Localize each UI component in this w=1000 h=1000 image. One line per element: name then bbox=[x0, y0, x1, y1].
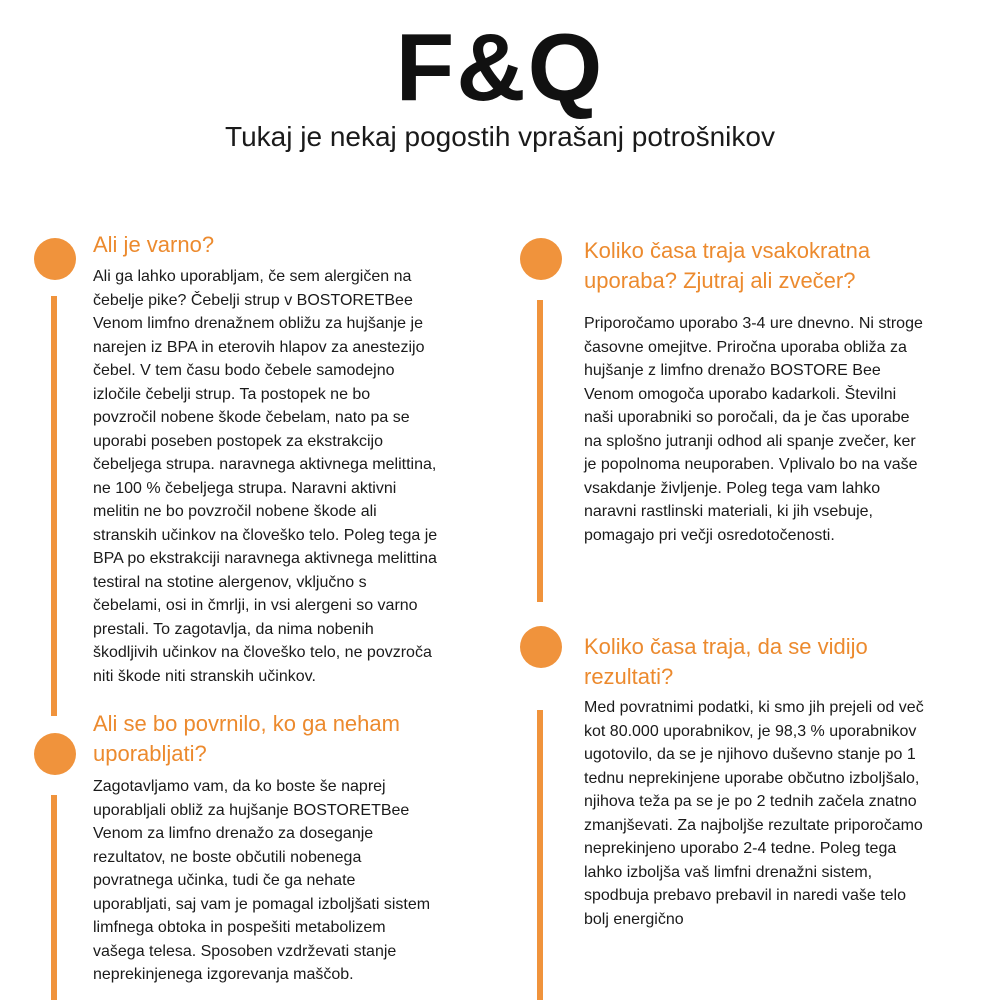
page-subtitle: Tukaj je nekaj pogostih vprašanj potrošnikov bbox=[225, 121, 775, 152]
faq-answer: Med povratnimi podatki, ki smo jih prejeli od več kot 80.000 uporabnikov, je 98,3 % uporabnikov ugotovilo, da se je njihovo duševno stanje po 1 tednu neprekinjene uporabe občutno izboljšalo, njihova teža pa se je po 2 tednih začela znatno zmanjševati. Za najboljše rezultate priporočamo neprekinjeno uporabo 2-4 tedne. Poleg tega lahko izboljša vaš limfni drenažni sistem, spodbuja prebavo prebavil in naredi vaše telo bolj energično bbox=[584, 699, 924, 928]
accent-bar bbox=[51, 296, 57, 716]
faq-question: Koliko časa traja, da se vidijo rezultati? bbox=[584, 634, 868, 689]
accent-bar bbox=[537, 710, 543, 1000]
bullet-dot-icon bbox=[34, 733, 76, 775]
faq-question: Koliko časa traja vsakokratna uporaba? Zjutraj ali zvečer? bbox=[584, 238, 871, 293]
faq-question: Ali je varno? bbox=[93, 232, 215, 257]
faq-answer: Zagotavljamo vam, da ko boste še naprej uporabljali obliž za hujšanje BOSTORETBee Venom za limfno drenažo za doseganje rezultatov, ne boste občutili nobenega povratnega učinka, tudi če ga nehate uporabljati, saj vam je pomagal izboljšati sistem limfnega obtoka in pospešiti metabolizem vašega telesa. Sposoben vzdrževati stanje neprekinjenega izgorevanja maščob. bbox=[93, 778, 431, 983]
faq-question: Ali se bo povrnilo, ko ga neham uporabljati? bbox=[93, 711, 400, 766]
page-title: F&Q bbox=[395, 14, 605, 121]
bullet-dot-icon bbox=[34, 238, 76, 280]
accent-bar bbox=[51, 795, 57, 1000]
bullet-dot-icon bbox=[520, 238, 562, 280]
accent-bar bbox=[537, 300, 543, 602]
faq-answer: Ali ga lahko uporabljam, če sem alergičen na čebelje pike? Čebelji strup v BOSTORETBee Venom limfno drenažnem obližu za hujšanje je narejen iz BPA in eterovih hlapov za anestezijo čebel. V tem času bodo čebele samodejno izločile čebelji strup. Ta postopek ne bo povzročil nobene škode čebelam, nato pa se uporabi poseben postopek za ekstrakcijo čebeljega strupa. naravnega aktivnega melittina, ne 100 % čebeljega strupa. Naravni aktivni melitin ne bo povzročil nobene škode ali stranskih učinkov na človeško telo. Poleg tega je BPA po ekstrakciji naravnega aktivnega melittina testiral na stotine alergenov, vključno s čebelami, osi in čmrlji, in vsi alergeni so varno prestali. To zagotavlja, da nima nobenih škodljivih učinkov na človeško telo, ne povzroča niti škode niti stranskih učinkov. bbox=[93, 268, 438, 685]
bullet-dot-icon bbox=[520, 626, 562, 668]
faq-answer: Priporočamo uporabo 3-4 ure dnevno. Ni stroge časovne omejitve. Priročna uporaba obliža za hujšanje z limfno drenažo BOSTORE Bee Venom omogoča uporabo kadarkoli. Številni naši uporabniki so poročali, da je čas uporabe na splošno jutranji odhod ali spanje zvečer, ker je popolnoma neuporaben. Vplivalo bo na vaše vsakdanje življenje. Poleg tega vam lahko naravni rastlinski materiali, ki jih vsebuje, pomagajo pri večji osredotočenosti. bbox=[584, 315, 923, 544]
